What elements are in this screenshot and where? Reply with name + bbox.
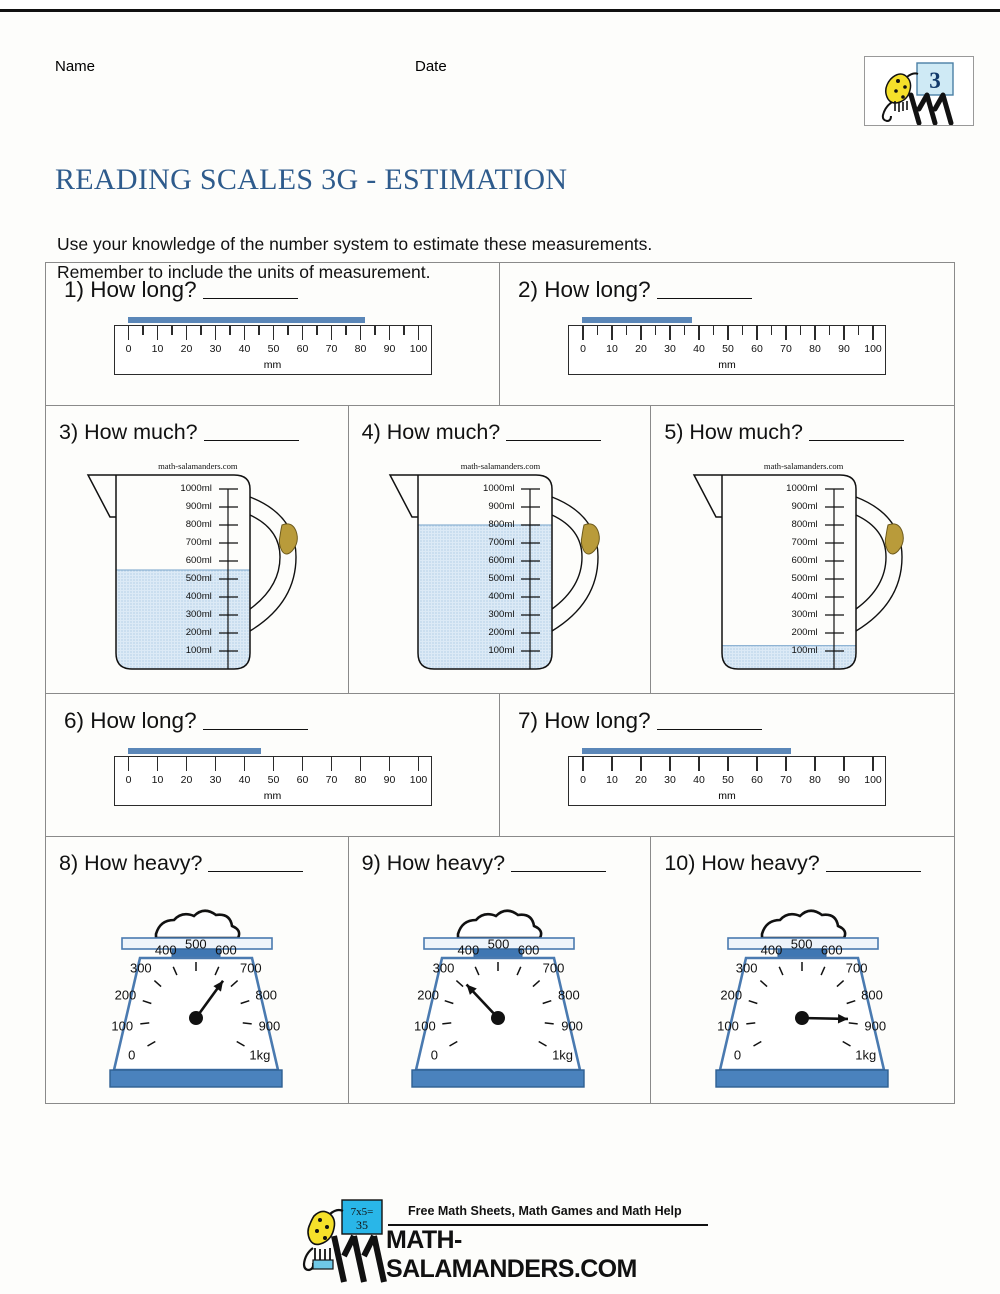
ruler-unit-label: mm xyxy=(263,790,282,802)
dial-label: 300 xyxy=(735,960,758,976)
ruler-tick-label: 70 xyxy=(325,343,338,355)
answer-blank[interactable] xyxy=(511,871,606,872)
ruler-tick-major xyxy=(360,326,362,340)
dial-label: 500 xyxy=(184,936,207,952)
jug-graduation-label: 300ml xyxy=(488,609,515,620)
question-number: 9) xyxy=(361,851,387,875)
ruler-tick-label: 70 xyxy=(780,343,792,355)
ruler-tick-minor xyxy=(597,326,599,335)
ruler-tick-label: 80 xyxy=(809,774,821,786)
ruler-tick-major xyxy=(331,326,333,340)
scale-base xyxy=(716,1070,888,1087)
ruler-unit-label: mm xyxy=(718,359,736,371)
question-cell-8 xyxy=(46,837,349,1103)
jug-graduation-label: 100ml xyxy=(488,645,515,656)
date-label: Date xyxy=(415,58,447,75)
jug-graduation-label: 200ml xyxy=(791,627,818,638)
ruler-tick-minor xyxy=(403,326,405,335)
question-cell-3 xyxy=(46,406,349,693)
dial-label: 900 xyxy=(864,1018,887,1034)
ruler-tick-major xyxy=(640,326,642,340)
ruler-tick-major xyxy=(244,326,246,340)
dial-label: 200 xyxy=(114,987,137,1003)
dial-label: 100 xyxy=(414,1018,436,1034)
jug-watermark: math-salamanders.com xyxy=(763,461,844,471)
question-prompt xyxy=(46,406,348,445)
ruler-tick-major xyxy=(273,326,275,340)
answer-blank[interactable] xyxy=(809,440,904,441)
ruler-tick-major xyxy=(640,757,642,771)
ruler-tick-minor xyxy=(742,326,744,335)
ruler xyxy=(114,748,432,810)
question-number: 8) xyxy=(59,851,85,875)
question-cell-9 xyxy=(349,837,652,1103)
ruler-tick-major xyxy=(389,757,391,771)
ruler-tick-major xyxy=(756,757,758,771)
question-row-1 xyxy=(46,263,954,406)
jug-graduation-label: 500ml xyxy=(791,573,818,584)
answer-blank[interactable] xyxy=(203,729,308,730)
question-cell-6 xyxy=(46,694,500,836)
question-row-4 xyxy=(46,837,954,1103)
ruler-tick-label: 90 xyxy=(383,343,396,355)
ruler-tick-major xyxy=(186,326,188,340)
object-on-pan xyxy=(762,911,845,938)
question-text: How long? xyxy=(544,277,657,302)
jug-graduation-label: 700ml xyxy=(185,537,212,548)
dial-tick xyxy=(848,1023,857,1024)
dial-label: 300 xyxy=(129,960,152,976)
footer-tagline: Free Math Sheets, Math Games and Math Help xyxy=(408,1204,682,1218)
dial-label: 900 xyxy=(561,1018,583,1034)
question-text: How much? xyxy=(84,420,204,444)
ruler-tick-major xyxy=(611,326,613,340)
measuring-jug xyxy=(82,453,312,681)
ruler-tick-label: 10 xyxy=(606,774,618,786)
ruler xyxy=(568,748,886,810)
question-prompt xyxy=(651,837,954,876)
jug-graduation-label: 400ml xyxy=(185,591,212,602)
jug-graduation-label: 100ml xyxy=(185,645,212,656)
dial-label: 200 xyxy=(720,987,743,1003)
question-cell-4 xyxy=(349,406,652,693)
ruler-tick-label: 50 xyxy=(267,774,280,786)
measuring-jug xyxy=(384,453,614,681)
ruler-tick-major xyxy=(360,757,362,771)
questions-grid xyxy=(45,262,955,1104)
ruler-tick-label: 0 xyxy=(125,343,132,355)
jug-graduation-label: 200ml xyxy=(488,627,515,638)
ruler-tick-label: 20 xyxy=(635,343,647,355)
ruler xyxy=(114,317,432,379)
jug-graduation-label: 700ml xyxy=(791,537,818,548)
jug-graduation-label: 1000ml xyxy=(180,483,212,494)
jug-graduation-label: 800ml xyxy=(791,519,818,530)
instructions-line-1: Use your knowledge of the number system to estimate these measurements. xyxy=(57,234,653,254)
ruler-tick-label: 60 xyxy=(296,343,309,355)
header-logo xyxy=(864,56,974,126)
ruler-tick-label: 10 xyxy=(151,343,164,355)
dial-label: 1kg xyxy=(855,1047,877,1063)
dial-label: 0 xyxy=(733,1047,742,1063)
ruler-tick-label: 90 xyxy=(838,774,850,786)
ruler-tick-label: 90 xyxy=(383,774,396,786)
question-cell-7 xyxy=(500,694,954,836)
dial-label: 400 xyxy=(760,942,783,958)
ruler-tick-major xyxy=(157,757,159,771)
ruler-tick-major xyxy=(872,757,874,771)
ruler-tick-label: 10 xyxy=(606,343,618,355)
ruler-tick-label: 20 xyxy=(180,343,193,355)
question-cell-5 xyxy=(651,406,954,693)
jug-graduation-label: 700ml xyxy=(488,537,515,548)
weighing-scale xyxy=(376,882,622,1097)
ruler-tick-label: 20 xyxy=(180,774,193,786)
ruler-tick-minor xyxy=(229,326,231,335)
dial-label: 1kg xyxy=(552,1047,574,1063)
dial-label: 900 xyxy=(258,1018,281,1034)
ruler-body xyxy=(114,756,432,806)
dial-label: 0 xyxy=(430,1047,439,1063)
jug-graduation-label: 800ml xyxy=(185,519,212,530)
question-number: 4) xyxy=(361,420,387,444)
ruler-tick-label: 40 xyxy=(693,343,705,355)
question-number: 3) xyxy=(59,420,85,444)
jug-watermark: math-salamanders.com xyxy=(158,461,238,471)
jug-graduation-label: 300ml xyxy=(185,609,212,620)
dial-label: 0 xyxy=(128,1047,136,1063)
dial-label: 800 xyxy=(861,987,883,1003)
ruler-tick-minor xyxy=(655,326,657,335)
dial-tick xyxy=(746,1023,755,1024)
jug-graduation-label: 800ml xyxy=(488,519,515,530)
dial-label: 800 xyxy=(558,987,580,1003)
ruler-tick-label: 60 xyxy=(751,774,763,786)
ruler-tick-major xyxy=(669,757,671,771)
ruler-tick-major xyxy=(698,326,700,340)
dial-label: 700 xyxy=(845,960,868,976)
answer-blank[interactable] xyxy=(208,871,303,872)
question-text: How much? xyxy=(386,420,507,444)
ruler-body xyxy=(114,325,432,375)
jug-salamander-icon xyxy=(885,524,903,554)
question-cell-10 xyxy=(651,837,954,1103)
ruler-tick-major xyxy=(215,757,217,771)
logo-badge-number: 3 xyxy=(929,68,941,93)
ruler-tick-major xyxy=(186,757,188,771)
ruler-tick-minor xyxy=(142,326,144,335)
ruler-tick-label: 30 xyxy=(209,774,222,786)
question-prompt xyxy=(46,837,348,876)
dial-tick xyxy=(443,1023,452,1024)
question-text: How long? xyxy=(90,277,203,302)
ruler-tick-minor xyxy=(684,326,686,335)
ruler-tick-major xyxy=(418,326,420,340)
jug-graduation-label: 600ml xyxy=(791,555,818,566)
ruler-tick-minor xyxy=(345,326,347,335)
ruler-tick-minor xyxy=(858,326,860,335)
jug-graduation-label: 1000ml xyxy=(483,483,515,494)
scale-base xyxy=(412,1070,584,1087)
question-prompt xyxy=(651,406,954,445)
question-cell-1 xyxy=(46,263,500,405)
dial-label: 500 xyxy=(790,936,813,952)
ruler-tick-major xyxy=(128,326,130,340)
measured-bar xyxy=(128,748,261,754)
weighing-scale xyxy=(680,882,926,1097)
dial-label: 100 xyxy=(717,1018,739,1034)
ruler-tick-minor xyxy=(626,326,628,335)
ruler-tick-minor xyxy=(316,326,318,335)
measured-bar xyxy=(128,317,366,323)
ruler-tick-label: 50 xyxy=(722,774,734,786)
ruler-tick-label: 40 xyxy=(238,774,251,786)
ruler-tick-major xyxy=(727,757,729,771)
jug-graduation-label: 500ml xyxy=(488,573,515,584)
dial-label: 1kg xyxy=(249,1047,271,1063)
ruler-tick-label: 90 xyxy=(838,343,850,355)
ruler-unit-label: mm xyxy=(718,790,736,802)
ruler-tick-label: 70 xyxy=(780,774,792,786)
answer-blank[interactable] xyxy=(657,729,762,730)
ruler-tick-major xyxy=(843,326,845,340)
page-top-rule xyxy=(0,0,1000,12)
dial-label: 400 xyxy=(154,942,177,958)
ruler-tick-label: 0 xyxy=(580,774,586,786)
ruler-tick-minor xyxy=(200,326,202,335)
page-footer xyxy=(0,1192,1000,1288)
jug-graduation-label: 600ml xyxy=(488,555,515,566)
answer-blank[interactable] xyxy=(204,440,299,441)
ruler-tick-minor xyxy=(713,326,715,335)
object-on-pan xyxy=(156,911,239,938)
question-number: 2) xyxy=(518,277,545,302)
ruler-tick-major xyxy=(843,757,845,771)
ruler-tick-major xyxy=(814,326,816,340)
ruler-tick-major xyxy=(273,757,275,771)
ruler-tick-label: 100 xyxy=(409,774,428,786)
footer-salamander-icon xyxy=(300,1198,396,1284)
measuring-jug xyxy=(688,453,918,681)
ruler-tick-label: 60 xyxy=(751,343,763,355)
ruler-tick-major xyxy=(582,757,584,771)
scale-base xyxy=(110,1070,282,1087)
ruler-tick-major xyxy=(302,757,304,771)
question-prompt xyxy=(500,263,954,303)
ruler-tick-major xyxy=(244,757,246,771)
question-text: How long? xyxy=(544,708,657,733)
dial-tick xyxy=(243,1023,252,1024)
ruler-tick-major xyxy=(669,326,671,340)
footer-badge-line1: 7x5= xyxy=(350,1206,374,1218)
question-number: 1) xyxy=(64,277,91,302)
ruler-tick-label: 30 xyxy=(664,774,676,786)
ruler-tick-major xyxy=(331,757,333,771)
question-text: How heavy? xyxy=(386,851,512,875)
dial-label: 200 xyxy=(417,987,439,1003)
ruler-tick-label: 0 xyxy=(125,774,132,786)
ruler-tick-minor xyxy=(829,326,831,335)
ruler-tick-label: 80 xyxy=(809,343,821,355)
ruler-tick-label: 70 xyxy=(325,774,338,786)
answer-blank[interactable] xyxy=(203,298,298,299)
dial-hub xyxy=(189,1011,203,1025)
weighing-scale xyxy=(74,882,320,1097)
ruler-tick-major xyxy=(872,326,874,340)
ruler-unit-label: mm xyxy=(263,359,282,371)
name-label: Name xyxy=(55,58,96,75)
jug-graduation-label: 500ml xyxy=(185,573,212,584)
question-row-3 xyxy=(46,694,954,837)
ruler-tick-major xyxy=(302,326,304,340)
question-text: How heavy? xyxy=(701,851,826,875)
ruler-tick-label: 0 xyxy=(580,343,586,355)
answer-blank[interactable] xyxy=(657,298,752,299)
ruler-tick-label: 80 xyxy=(354,343,367,355)
ruler-tick-major xyxy=(582,326,584,340)
dial-label: 600 xyxy=(215,942,237,958)
jug-graduation-label: 300ml xyxy=(791,609,818,620)
question-number: 6) xyxy=(64,708,91,733)
ruler-tick-label: 40 xyxy=(238,343,251,355)
ruler-tick-major xyxy=(698,757,700,771)
ruler-tick-major xyxy=(611,757,613,771)
footer-site-url: MATH-SALAMANDERS.COM xyxy=(386,1226,637,1283)
ruler-tick-minor xyxy=(800,326,802,335)
jug-graduation-label: 400ml xyxy=(488,591,515,602)
measured-bar xyxy=(582,748,791,754)
question-number: 5) xyxy=(664,420,690,444)
ruler-tick-label: 50 xyxy=(267,343,280,355)
ruler-tick-label: 40 xyxy=(693,774,705,786)
ruler-tick-minor xyxy=(287,326,289,335)
question-number: 7) xyxy=(518,708,545,733)
dial-label: 400 xyxy=(457,942,480,958)
dial-label: 700 xyxy=(239,960,262,976)
ruler-body xyxy=(568,325,886,375)
question-cell-2 xyxy=(500,263,954,405)
jug-graduation-label: 900ml xyxy=(791,501,818,512)
jug-graduation-label: 600ml xyxy=(185,555,212,566)
ruler xyxy=(568,317,886,379)
question-prompt xyxy=(500,694,954,734)
jug-watermark: math-salamanders.com xyxy=(460,461,541,471)
question-prompt xyxy=(349,837,651,876)
ruler-tick-major xyxy=(785,326,787,340)
ruler-tick-major xyxy=(418,757,420,771)
ruler-tick-label: 20 xyxy=(635,774,647,786)
ruler-tick-minor xyxy=(258,326,260,335)
dial-label: 800 xyxy=(255,987,278,1003)
question-prompt xyxy=(46,263,499,303)
question-prompt xyxy=(349,406,651,445)
question-number: 10) xyxy=(664,851,702,875)
ruler-tick-label: 100 xyxy=(409,343,428,355)
ruler-tick-major xyxy=(814,757,816,771)
ruler-tick-label: 80 xyxy=(354,774,367,786)
answer-blank[interactable] xyxy=(826,871,921,872)
answer-blank[interactable] xyxy=(506,440,601,441)
ruler-tick-label: 30 xyxy=(664,343,676,355)
dial-tick xyxy=(545,1023,554,1024)
instructions-line-2: Remember to include the units of measurement. xyxy=(57,262,431,283)
ruler-tick-major xyxy=(785,757,787,771)
dial-label: 600 xyxy=(820,942,843,958)
jug-graduation-label: 400ml xyxy=(791,591,818,602)
dial-label: 300 xyxy=(432,960,455,976)
ruler-tick-label: 30 xyxy=(209,343,222,355)
ruler-tick-minor xyxy=(771,326,773,335)
question-row-2 xyxy=(46,406,954,694)
ruler-tick-major xyxy=(215,326,217,340)
jug-graduation-label: 100ml xyxy=(791,645,818,656)
ruler-tick-label: 100 xyxy=(864,774,882,786)
dial-label: 500 xyxy=(487,936,510,952)
jug-salamander-icon xyxy=(582,524,600,554)
measured-bar xyxy=(582,317,692,323)
question-text: How heavy? xyxy=(84,851,209,875)
page-title: READING SCALES 3G - ESTIMATION xyxy=(55,163,568,196)
jug-graduation-label: 200ml xyxy=(185,627,212,638)
question-text: How long? xyxy=(90,708,203,733)
jug-graduation-label: 900ml xyxy=(185,501,212,512)
ruler-tick-major xyxy=(756,326,758,340)
ruler-tick-major xyxy=(128,757,130,771)
question-prompt xyxy=(46,694,499,734)
ruler-tick-label: 10 xyxy=(151,774,164,786)
jug-salamander-icon xyxy=(279,524,297,554)
ruler-tick-label: 50 xyxy=(722,343,734,355)
dial-hub xyxy=(491,1011,505,1025)
salamander-writing-icon xyxy=(865,57,973,125)
jug-graduation-label: 900ml xyxy=(488,501,515,512)
dial-label: 100 xyxy=(111,1018,134,1034)
jug-graduation-label: 1000ml xyxy=(786,483,818,494)
ruler-tick-major xyxy=(157,326,159,340)
ruler-tick-major xyxy=(727,326,729,340)
dial-tick xyxy=(140,1023,149,1024)
ruler-tick-minor xyxy=(171,326,173,335)
question-text: How much? xyxy=(689,420,809,444)
object-on-pan xyxy=(458,911,541,938)
ruler-tick-minor xyxy=(374,326,376,335)
dial-hub xyxy=(795,1011,809,1025)
ruler-tick-major xyxy=(389,326,391,340)
dial-label: 600 xyxy=(517,942,540,958)
ruler-body xyxy=(568,756,886,806)
ruler-tick-label: 100 xyxy=(864,343,882,355)
dial-label: 700 xyxy=(542,960,565,976)
ruler-tick-label: 60 xyxy=(296,774,309,786)
footer-badge-line2: 35 xyxy=(356,1218,368,1232)
